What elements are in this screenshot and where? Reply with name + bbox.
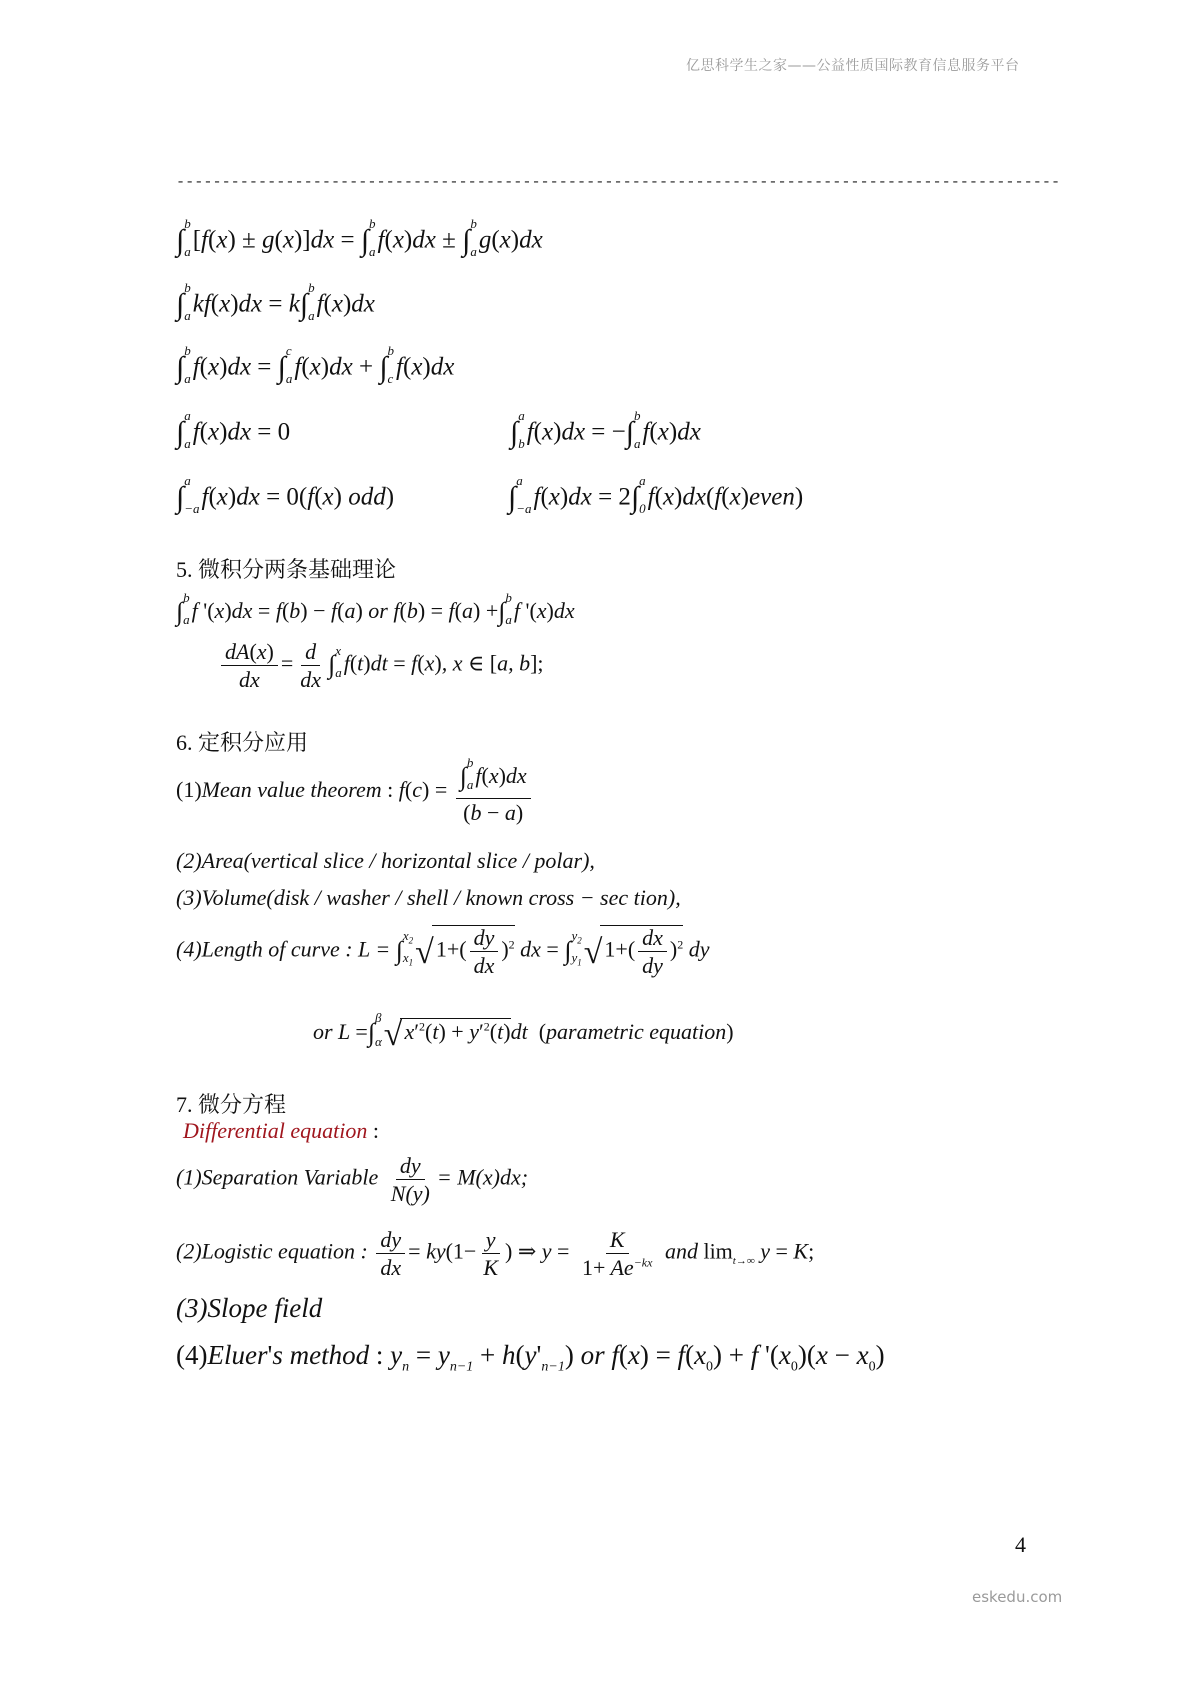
differential-equation-subheading: Differential equation :	[183, 1118, 379, 1143]
slope-field: (3)Slope field	[176, 1293, 323, 1323]
logistic-equation: (2)Logistic equation : $\frac{dy}{dx}$ = ky(1− $\frac{y}{K}$ ) ⇒ y = $\frac{K}{1+ Ae^{-kx}}$ and $\lim_{t\to\infty} y = K$;	[176, 1227, 815, 1281]
integral-linearity-sum: ∫ b a [f(x) ± g(x)]dx = ∫ b a f(x)dx ± ∫ b a g(x)dx	[176, 216, 543, 259]
page-number: 4	[1015, 1532, 1026, 1557]
arc-length-label: (4)Length of curve : L =	[176, 936, 391, 962]
separation-of-variables: (1)Separation Variable $\frac{dy}{N(y)}$ = M(x)dx;	[176, 1153, 529, 1207]
integral-additivity: ∫ b a f(x)dx = ∫ c a f(x)dx + ∫ b c f(x)dx	[176, 343, 455, 386]
euler-method: (4)Eluer's method : $y_n = y_{n-1} + h(y'_{n-1})$ or $f(x) = f(x_0) + f$ '$(x_0)(x - x_0)$	[176, 1340, 885, 1375]
arc-length-formula: (4)Length of curve : L = ∫ $x_2$ $x_1$ √1+( $\frac{dy}{dx}$ )$^2$ dx = ∫ $y_2$ $y_1$ √1+( $\frac{dx}{dy}$ )$^2$ dy	[176, 925, 710, 979]
ftc-part-2: $\frac{dA(x)}{dx}$ = $\frac{d}{dx}$ ∫ x a f(t)dt = f(x), x ∈ [a, b];	[218, 640, 544, 691]
ftc-part-1: ∫ b a f '(x)dx = f(b) − f(a) or f(b) = f(a) +∫ b a f '(x)dx	[176, 590, 575, 627]
section-7-heading: 7. 微分方程	[176, 1092, 287, 1117]
integral-zero-width: ∫ a a f(x)dx = 0	[176, 408, 291, 451]
section-6-heading: 6. 定积分应用	[176, 730, 309, 755]
area-applications: (2)Area(vertical slice / horizontal slice / polar),	[176, 848, 595, 873]
integral-constant-multiple: ∫ b a kf(x)dx = k∫ b a f(x)dx	[176, 280, 375, 323]
integral-reverse-bounds: ∫ a b f(x)dx = −∫ b a f(x)dx	[510, 408, 701, 451]
section-5-heading: 5. 微积分两条基础理论	[176, 557, 397, 582]
footer-watermark: eskedu.com	[972, 1588, 1063, 1606]
integral-even-function: ∫ a −a f(x)dx = 2∫ a 0 f(x)dx(f(x)even)	[508, 473, 804, 516]
integral-odd-function: ∫ a −a f(x)dx = 0(f(x) odd)	[176, 473, 395, 516]
mean-value-theorem: (1)Mean value theorem : f(c) = ∫ b a f(x)dx (b − a)	[176, 760, 534, 824]
header-watermark: 亿思科学生之家——公益性质国际教育信息服务平台	[686, 58, 1020, 74]
arc-length-parametric: or L =∫ β α $√x'^2(t) + y'^2(t)dt$ (parametric equation)	[313, 1009, 734, 1053]
section-divider: -------------------------------------------------------------------------------------------------	[176, 173, 1061, 191]
volume-applications: (3)Volume(disk / washer / shell / known cross − sec tion),	[176, 885, 681, 910]
